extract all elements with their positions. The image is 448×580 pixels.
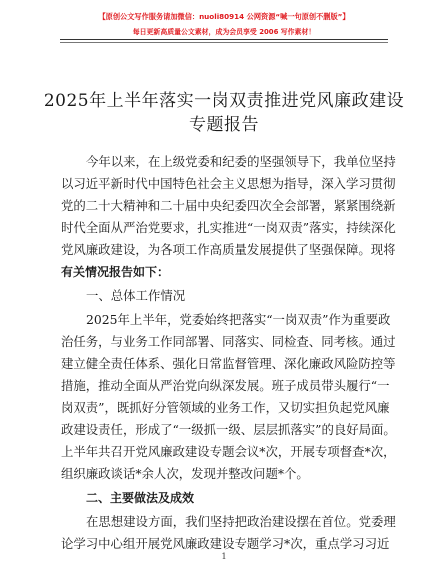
section1-line: 建立健全责任体系、强化日常监督管理、深化廉政风险防控等 [61, 356, 396, 371]
intro-line: 党的二十大精神和二十届中央纪委四次全会部署，紧紧围绕新 [61, 198, 396, 213]
intro-line: 今年以来，在上级党委和纪委的坚强领导下，我单位坚持 [86, 154, 396, 169]
intro-line: 时代全面从严治党要求，扎实推进“一岗双责”落实，持续深化 [61, 220, 396, 235]
section2-line: 在思想建设方面，我们坚持把政治建设摆在首位。党委理 [86, 514, 396, 529]
intro-bold-phrase: 有关情况报告 [61, 265, 134, 279]
section1-line: 上半年共召开党风廉政建设专题会议*次，开展专项督查*次， [61, 444, 396, 459]
section1-line: 2025年上半年，党委始终把落实“一岗双责”作为重要政 [86, 312, 391, 327]
page-number: 1 [221, 552, 227, 561]
document-title-line-2: 专题报告 [189, 115, 259, 135]
section1-line: 岗双责”，既抓好分管领域的业务工作，又切实担负起党风廉 [61, 400, 390, 415]
section1-line: 治任务，与业务工作同部署、同落实、同检查、同考核。通过 [61, 334, 396, 349]
section1-line: 措施，推动全面从严治党向纵深发展。班子成员带头履行“一 [61, 378, 390, 393]
section-heading-1: 一、总体工作情况 [86, 288, 186, 303]
intro-line-last [61, 262, 387, 282]
document-title-line-1: 2025年上半年落实一岗双责推进党风廉政建设 [43, 91, 405, 111]
header-rule-thin [60, 42, 388, 43]
promo-banner-line-2: 每日更新高质量公文素材，成为会员享受 2006 写作素材！ [132, 28, 316, 36]
intro-tail: 如下： [133, 265, 170, 279]
promo-banner-line-1: 【原创公文写作服务请加微信：nuoli80914 公网资源“喊一句原创不删版”】 [98, 12, 350, 21]
section-heading-2: 二、主要做法及成效 [86, 491, 195, 505]
intro-line: 党风廉政建设，为各项工作高质量发展提供了坚强保障。现将 [61, 242, 396, 257]
section1-line: 政建设责任，形成了“一级抓一级、层层抓落实”的良好局面。 [61, 422, 396, 437]
intro-line: 以习近平新时代中国特色社会主义思想为指导，深入学习贯彻 [61, 176, 396, 191]
header-rule [60, 39, 388, 40]
section2-line: 论学习中心组开展党风廉政建设专题学习*次，重点学习习近 [61, 536, 390, 551]
section1-line: 组织廉政谈话*余人次，发现并整改问题*个。 [61, 466, 309, 481]
